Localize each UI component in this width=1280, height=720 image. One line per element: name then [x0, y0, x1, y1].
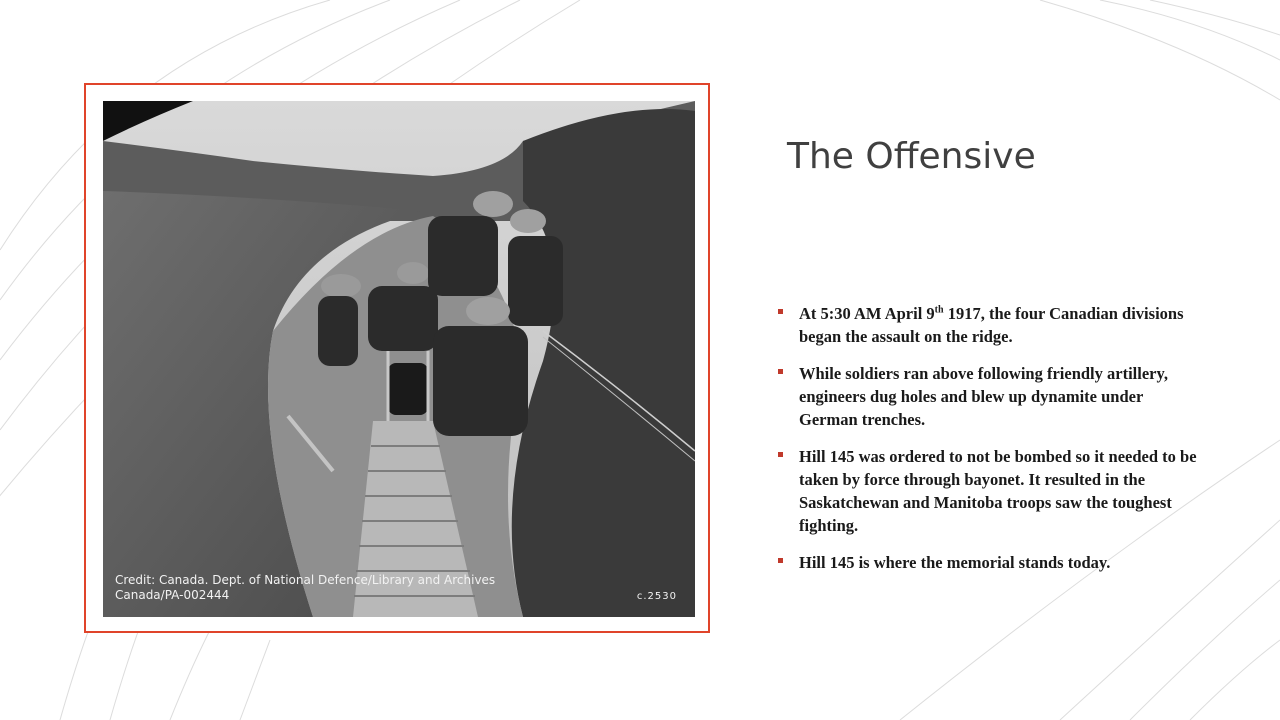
- slide-title: The Offensive: [787, 136, 1036, 177]
- bullet-marker-icon: [778, 369, 783, 374]
- bullet-marker-icon: [778, 309, 783, 314]
- bullet-item: [777, 445, 1197, 537]
- bullet-text: Hill 145 was ordered to not be bombed so it needed to be taken by force through bayonet. It resulted in the Saskatchewan and Manitoba troops saw the toughest fighting.: [799, 447, 1197, 535]
- bullet-list: [777, 302, 1197, 588]
- bullet-item: [777, 362, 1197, 431]
- trench-photo: [103, 101, 695, 617]
- photo-frame: [84, 83, 710, 633]
- photo-negative-number: c.2530: [636, 591, 677, 602]
- bullet-text: Hill 145 is where the memorial stands today.: [799, 553, 1111, 572]
- trench-photo-image: [103, 101, 695, 617]
- bullet-item: [777, 551, 1197, 574]
- bullet-text: While soldiers ran above following friendly artillery, engineers dug holes and blew up dynamite under German trenches.: [799, 364, 1168, 429]
- photo-credit: Credit: Canada. Dept. of National Defence/Library and Archives Canada/PA-002444: [115, 573, 496, 602]
- bullet-item: [777, 302, 1197, 348]
- bullet-marker-icon: [778, 452, 783, 457]
- bullet-marker-icon: [778, 558, 783, 563]
- bullet-text: At 5:30 AM April 9th 1917, the four Canadian divisions began the assault on the ridge.: [799, 304, 1184, 346]
